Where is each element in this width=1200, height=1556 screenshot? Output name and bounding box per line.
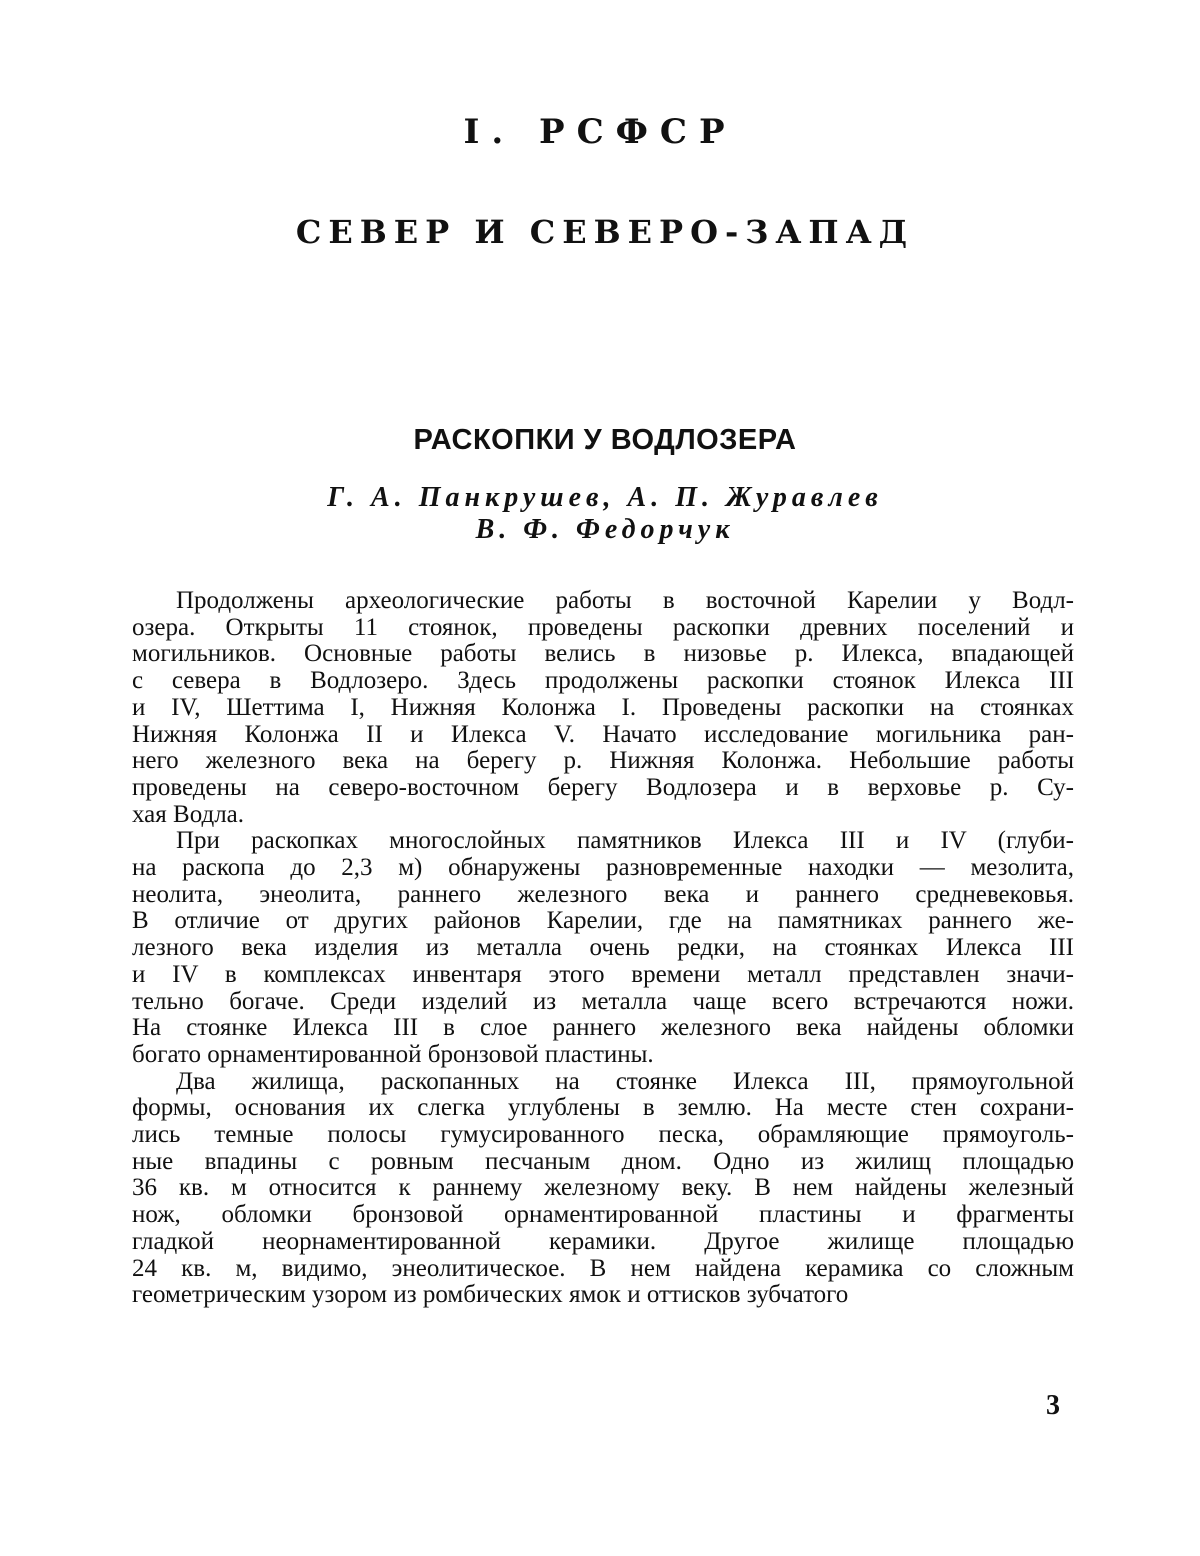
text-line: 24 кв. м, видимо, энеолитическое. В нем найдена керамика со сложным [132, 1254, 1074, 1282]
text-line: могильников. Основные работы велись в низовье р. Илекса, впадающей [132, 640, 1074, 668]
text-line: формы, основания их слегка углублены в землю. На месте стен сохрани- [132, 1094, 1074, 1122]
text-line: Два жилища, раскопанных на стоянке Илекса III, прямоугольной [176, 1067, 1074, 1095]
text-line: неолита, энеолита, раннего железного века и раннего средневековья. [132, 880, 1074, 908]
article-title: РАСКОПКИ У ВОДЛОЗЕРА [413, 424, 797, 456]
article-authors [0, 482, 1200, 546]
text-line: проведены на северо-восточном берегу Водлозера и в верховье р. Су- [132, 773, 1074, 801]
text-line: гладкой неорнаментированной керамики. Другое жилище площадью [132, 1227, 1074, 1255]
text-line: лезного века изделия из металла очень редки, на стоянках Илекса III [132, 934, 1074, 962]
text-line: Нижняя Колонжа II и Илекса V. Начато исследование могильника ран- [132, 720, 1074, 748]
page-number: 3 [1046, 1390, 1060, 1421]
text-line: и IV, Шеттима I, Нижняя Колонжа I. Проведены раскопки на стоянках [132, 693, 1074, 721]
text-line: озера. Открыты 11 стоянок, проведены раскопки древних поселений и [132, 613, 1074, 641]
part-title: I. РСФСР [463, 112, 737, 152]
text-line: ные впадины с ровным песчаным дном. Одно из жилищ площадью [132, 1147, 1074, 1175]
text-line: При раскопках многослойных памятников Илекса III и IV (глуби- [176, 827, 1074, 855]
text-line: нож, обломки бронзовой орнаментированной пластины и фрагменты [132, 1201, 1074, 1229]
body-paragraph [132, 588, 1074, 828]
text-line: тельно богаче. Среди изделий из металла чаще всего встречаются ножи. [132, 987, 1074, 1015]
text-line: богато орнаментированной бронзовой пластины. [132, 1040, 654, 1068]
section-title: СЕВЕР И СЕВЕРО-ЗАПАД [295, 213, 915, 251]
text-line: него железного века на берегу р. Нижняя Колонжа. Небольшие работы [132, 747, 1074, 775]
text-line: геометрическим узором из ромбических ямок и оттисков зубчатого [132, 1281, 849, 1309]
text-line: и IV в комплексах инвентаря этого времени металл представлен значи- [132, 960, 1074, 988]
authors-line: В. Ф. Федорчук [475, 514, 735, 545]
body-paragraph [132, 1069, 1074, 1309]
text-line: Продолжены археологические работы в восточной Карелии у Водл- [176, 587, 1074, 614]
text-line: 36 кв. м относится к раннему железному веку. В нем найдены железный [132, 1174, 1074, 1202]
text-line: В отличие от других районов Карелии, где на памятниках раннего же- [132, 907, 1074, 935]
article-body [132, 588, 1074, 1309]
text-line: хая Водла. [132, 800, 245, 828]
text-line: с севера в Водлозеро. Здесь продолжены раскопки стоянок Илекса III [132, 667, 1074, 695]
text-line: лись темные полосы гумусированного песка, обрамляющие прямоуголь- [132, 1121, 1074, 1149]
body-paragraph [132, 828, 1074, 1068]
text-line: На стоянке Илекса III в слое раннего железного века найдены обломки [132, 1014, 1074, 1042]
authors-line: Г. А. Панкрушев, А. П. Журавлев [327, 482, 883, 513]
text-line: на раскопа до 2,3 м) обнаружены разновременные находки — мезолита, [132, 854, 1074, 882]
